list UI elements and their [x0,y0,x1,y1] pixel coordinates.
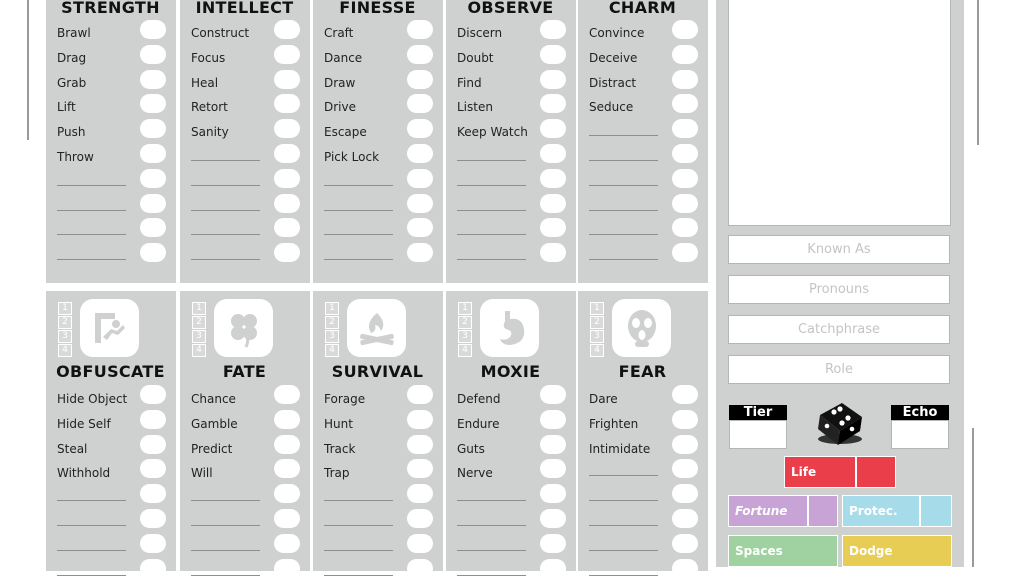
skill-label: Hide Object [57,392,128,406]
skill-point-bubble[interactable] [540,94,566,113]
custom-skill-line[interactable] [457,500,526,501]
attribute-title: FINESSE [339,0,416,17]
skill-label: Drive [324,100,356,115]
skill-point-bubble[interactable] [140,45,166,64]
skill-label: Withhold [57,466,111,481]
skill-label: Sanity [191,125,229,140]
skill-point-bubble[interactable] [274,144,300,163]
protec-stat[interactable] [842,495,952,527]
skill-point-bubble[interactable] [140,169,166,188]
tier-step[interactable]: 4 [590,344,604,357]
custom-skill-line[interactable] [57,210,126,211]
skill-label: Keep Watch [457,125,528,140]
skill-point-bubble[interactable] [140,435,166,454]
skill-point-bubble[interactable] [274,119,300,138]
custom-skill-line[interactable] [57,259,126,260]
skill-label: Escape [324,125,367,140]
custom-skill-line[interactable] [457,575,526,576]
skill-point-bubble[interactable] [140,459,166,478]
dodge-stat[interactable] [842,535,952,567]
skill-label: Distract [589,75,637,90]
skill-point-bubble[interactable] [140,94,166,113]
skill-point-bubble[interactable] [407,385,433,404]
skill-point-bubble[interactable] [540,144,566,163]
skill-point-bubble[interactable] [672,218,698,237]
skill-point-bubble[interactable] [672,94,698,113]
skill-label: Frighten [589,416,639,431]
skill-point-bubble[interactable] [407,243,433,262]
life-stat[interactable] [784,456,896,488]
skill-point-bubble[interactable] [274,45,300,64]
skill-point-bubble[interactable] [407,435,433,454]
custom-skill-line[interactable] [324,575,393,576]
known-as-field[interactable]: Known As [728,235,950,264]
skill-point-bubble[interactable] [407,194,433,213]
skill-point-bubble[interactable] [407,94,433,113]
skill-point-bubble[interactable] [540,169,566,188]
skill-point-bubble[interactable] [672,534,698,553]
tier-step[interactable]: 1 [58,302,72,315]
catchphrase-field[interactable]: Catchphrase [728,315,950,344]
skill-point-bubble[interactable] [407,509,433,528]
tier-step[interactable]: 4 [58,344,72,357]
tier-step[interactable]: 2 [325,316,339,329]
skill-label: Hide Self [57,416,111,431]
skill-label: Push [57,125,86,140]
attribute-title: MOXIE [480,362,541,381]
skill-point-bubble[interactable] [407,218,433,237]
attribute-title: OBSERVE [467,0,554,17]
skill-point-bubble[interactable] [407,45,433,64]
custom-skill-line[interactable] [324,550,393,551]
skill-point-bubble[interactable] [407,559,433,578]
skill-point-bubble[interactable] [274,70,300,89]
attribute-title: STRENGTH [61,0,160,17]
attribute-title: FEAR [618,362,667,381]
skill-label: Dare [589,392,618,406]
custom-skill-line[interactable] [589,550,658,551]
hiding-figure-icon [80,299,139,357]
skill-point-bubble[interactable] [540,435,566,454]
echo-box [891,405,949,449]
skill-point-bubble[interactable] [672,410,698,429]
tier-step[interactable]: 2 [590,316,604,329]
skill-point-bubble[interactable] [274,534,300,553]
custom-skill-line[interactable] [191,259,260,260]
skill-point-bubble[interactable] [274,385,300,404]
skill-point-bubble[interactable] [274,94,300,113]
tier-step[interactable]: 4 [192,344,206,357]
skill-point-bubble[interactable] [540,484,566,503]
skill-label: Grab [57,75,87,90]
skill-label: Focus [191,50,226,65]
skill-label: Trap [324,466,350,481]
skill-point-bubble[interactable] [274,410,300,429]
stomach-icon [480,299,539,357]
skill-point-bubble[interactable] [274,459,300,478]
skill-point-bubble[interactable] [540,459,566,478]
life-label: Life [791,465,817,479]
skill-point-bubble[interactable] [672,45,698,64]
skill-point-bubble[interactable] [407,410,433,429]
custom-skill-line[interactable] [589,525,658,526]
attribute-title: CHARM [608,0,677,17]
custom-skill-line[interactable] [324,259,393,260]
skill-label: Seduce [589,100,634,115]
skill-label: Draw [324,75,356,90]
skill-point-bubble[interactable] [672,559,698,578]
tier-step[interactable]: 3 [458,330,472,343]
custom-skill-line[interactable] [589,500,658,501]
custom-skill-line[interactable] [457,550,526,551]
dodge-label: Dodge [849,544,893,558]
custom-skill-line[interactable] [324,234,393,235]
skill-point-bubble[interactable] [140,534,166,553]
skill-point-bubble[interactable] [140,559,166,578]
skill-label: Throw [57,150,94,164]
left-edge-mark [27,0,29,140]
right-edge-mark-lower [972,428,974,567]
skill-label: Pick Lock [324,150,380,164]
skill-point-bubble[interactable] [140,385,166,404]
skill-label: Chance [191,392,236,406]
skill-point-bubble[interactable] [672,484,698,503]
skill-point-bubble[interactable] [672,243,698,262]
skill-point-bubble[interactable] [140,243,166,262]
skill-point-bubble[interactable] [672,509,698,528]
skill-point-bubble[interactable] [540,194,566,213]
fortune-stat[interactable] [728,495,838,527]
custom-skill-line[interactable] [57,185,126,186]
custom-skill-line[interactable] [324,185,393,186]
dice-icon[interactable] [812,399,868,447]
skill-point-bubble[interactable] [672,144,698,163]
custom-skill-line[interactable] [589,210,658,211]
skill-label: Find [457,75,482,90]
skill-point-bubble[interactable] [407,144,433,163]
custom-skill-line[interactable] [589,259,658,260]
custom-skill-line[interactable] [57,575,126,576]
skill-point-bubble[interactable] [140,119,166,138]
skill-point-bubble[interactable] [407,534,433,553]
custom-skill-line[interactable] [457,259,526,260]
spaces-label: Spaces [735,544,783,558]
custom-skill-line[interactable] [57,550,126,551]
skill-point-bubble[interactable] [540,243,566,262]
skill-point-bubble[interactable] [274,218,300,237]
portrait-notes-area[interactable] [728,0,951,226]
skill-label: Steal [57,441,88,456]
tier-track[interactable] [325,302,339,358]
skill-point-bubble[interactable] [540,509,566,528]
skill-point-bubble[interactable] [672,169,698,188]
skill-point-bubble[interactable] [407,459,433,478]
custom-skill-line[interactable] [589,135,658,136]
tier-step[interactable]: 2 [58,316,72,329]
tier-step[interactable]: 1 [192,302,206,315]
skill-point-bubble[interactable] [274,20,300,39]
custom-skill-line[interactable] [457,525,526,526]
custom-skill-line[interactable] [589,160,658,161]
skill-point-bubble[interactable] [140,484,166,503]
skill-point-bubble[interactable] [540,218,566,237]
attribute-title: FATE [222,362,267,381]
tier-track[interactable] [58,302,72,358]
skill-label: Predict [191,441,233,456]
skill-point-bubble[interactable] [672,435,698,454]
skill-point-bubble[interactable] [672,70,698,89]
campfire-icon [347,299,406,357]
skill-point-bubble[interactable] [274,435,300,454]
skill-point-bubble[interactable] [540,410,566,429]
skill-label: Retort [191,100,228,115]
role-field[interactable]: Role [728,355,950,384]
tier-step[interactable]: 3 [192,330,206,343]
attribute-cell-finesse [313,0,443,283]
skill-point-bubble[interactable] [407,484,433,503]
custom-skill-line[interactable] [457,234,526,235]
skill-point-bubble[interactable] [672,385,698,404]
skill-label: Drag [57,50,87,65]
skill-point-bubble[interactable] [140,20,166,39]
fortune-label: Fortune [735,504,788,518]
skill-point-bubble[interactable] [140,70,166,89]
custom-skill-line[interactable] [57,525,126,526]
tier-step[interactable]: 4 [458,344,472,357]
tier-step[interactable]: 3 [590,330,604,343]
skill-label: Nerve [457,466,493,481]
skill-label: Listen [457,100,493,115]
custom-skill-line[interactable] [191,525,260,526]
skill-point-bubble[interactable] [672,119,698,138]
skill-label: Doubt [457,50,494,65]
skill-point-bubble[interactable] [140,218,166,237]
tier-box [729,405,787,449]
screaming-face-icon [612,299,671,357]
skill-point-bubble[interactable] [274,194,300,213]
skill-label: Convince [589,26,645,40]
tier-label: Tier [729,405,787,420]
custom-skill-line[interactable] [191,500,260,501]
skill-label: Craft [324,26,354,40]
skill-point-bubble[interactable] [540,70,566,89]
spaces-stat[interactable] [728,535,838,567]
skill-point-bubble[interactable] [274,509,300,528]
pronouns-field[interactable]: Pronouns [728,275,950,304]
attribute-cell-observe [446,0,576,283]
skill-label: Discern [457,26,503,40]
skill-label: Track [324,441,356,456]
attribute-cell-charm [578,0,708,283]
tier-step[interactable]: 4 [325,344,339,357]
custom-skill-line[interactable] [457,185,526,186]
skill-label: Construct [191,26,250,40]
skill-point-bubble[interactable] [274,243,300,262]
custom-skill-line[interactable] [324,500,393,501]
echo-input[interactable] [891,420,949,449]
custom-skill-line[interactable] [589,185,658,186]
skill-point-bubble[interactable] [140,144,166,163]
custom-skill-line[interactable] [191,575,260,576]
skill-point-bubble[interactable] [274,484,300,503]
skill-point-bubble[interactable] [407,119,433,138]
skill-point-bubble[interactable] [540,385,566,404]
skill-label: Gamble [191,416,238,431]
tier-step[interactable]: 2 [192,316,206,329]
custom-skill-line[interactable] [57,234,126,235]
tier-step[interactable]: 2 [458,316,472,329]
skill-label: Dance [324,50,363,65]
skill-point-bubble[interactable] [672,194,698,213]
clover-icon [214,299,273,357]
custom-skill-line[interactable] [457,210,526,211]
custom-skill-line[interactable] [191,185,260,186]
skill-point-bubble[interactable] [407,169,433,188]
skill-label: Guts [457,441,485,456]
tier-step[interactable]: 1 [458,302,472,315]
tier-track[interactable] [192,302,206,358]
tier-step[interactable]: 3 [325,330,339,343]
skill-point-bubble[interactable] [140,509,166,528]
tier-step[interactable]: 3 [58,330,72,343]
custom-skill-line[interactable] [191,210,260,211]
attribute-title: SURVIVAL [331,362,424,381]
skill-label: Forage [324,392,366,406]
skill-point-bubble[interactable] [540,119,566,138]
skill-label: Hunt [324,416,353,431]
skill-label: Will [191,466,213,481]
skill-point-bubble[interactable] [140,410,166,429]
custom-skill-line[interactable] [57,500,126,501]
custom-skill-line[interactable] [324,525,393,526]
skill-point-bubble[interactable] [407,70,433,89]
tier-input[interactable] [729,420,787,449]
skill-label: Heal [191,75,219,90]
tier-step[interactable]: 1 [590,302,604,315]
skill-point-bubble[interactable] [540,534,566,553]
tier-track[interactable] [590,302,604,358]
skill-point-bubble[interactable] [274,169,300,188]
attribute-cell-intellect [180,0,310,283]
skill-point-bubble[interactable] [540,559,566,578]
skill-point-bubble[interactable] [540,45,566,64]
skill-label: Brawl [57,26,91,40]
right-edge-mark [977,0,979,145]
tier-step[interactable]: 1 [325,302,339,315]
skill-point-bubble[interactable] [672,20,698,39]
skill-point-bubble[interactable] [140,194,166,213]
attribute-title: INTELLECT [195,0,294,17]
skill-label: Deceive [589,50,638,65]
skill-point-bubble[interactable] [407,20,433,39]
custom-skill-line[interactable] [191,160,260,161]
custom-skill-line[interactable] [589,234,658,235]
custom-skill-line[interactable] [457,160,526,161]
custom-skill-line[interactable] [191,234,260,235]
custom-skill-line[interactable] [191,550,260,551]
skill-label: Lift [57,100,76,115]
attribute-cell-strength [46,0,176,283]
attribute-title: OBFUSCATE [56,362,165,381]
protec-label: Protec. [849,504,898,518]
skill-label: Intimidate [589,441,651,456]
custom-skill-line[interactable] [589,475,658,476]
skill-label: Defend [457,392,501,406]
skill-point-bubble[interactable] [274,559,300,578]
skill-point-bubble[interactable] [540,20,566,39]
tier-track[interactable] [458,302,472,358]
echo-label: Echo [891,405,949,420]
skill-label: Endure [457,416,500,431]
custom-skill-line[interactable] [589,575,658,576]
skill-point-bubble[interactable] [672,459,698,478]
custom-skill-line[interactable] [324,210,393,211]
